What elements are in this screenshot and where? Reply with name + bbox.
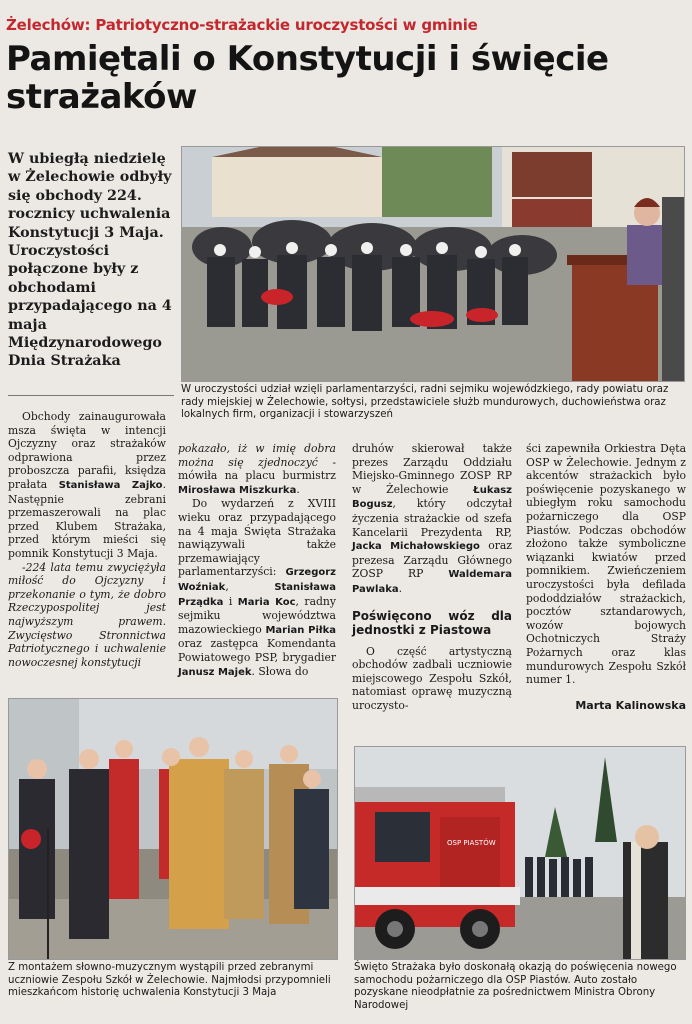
col2-text-1: -mówiła na placu burmistrz: [178, 455, 336, 483]
person-name: Jacka Michałowskiego: [352, 541, 480, 553]
article-column-4: [526, 442, 686, 712]
article-kicker: Żelechów: Patriotyczno-strażackie uroczystości w gminie: [6, 16, 478, 34]
col1-text-2: . Następnie zebrani przemaszerowali na plac przed Klubem Strażaka, przed którym mieści się pomnik Konstytucji 3 Maja.: [8, 477, 166, 560]
section-subhead: Poświęcono wóz dla jednostki z Piastowa: [352, 608, 512, 637]
separator: ,: [225, 579, 275, 593]
col2-text-2: Do wydarzeń z XVIII wieku oraz przypadającego na 4 maja Święta Strażaka nawiązywali także przemawiający parlamentarzyści:: [178, 497, 336, 579]
lead-divider: [8, 395, 174, 396]
students-photo-image: [9, 699, 337, 959]
person-name: Mirosława Miszkurka: [178, 484, 297, 496]
col4-text: ści zapewniła Orkiestra Dęta OSP w Żelechowie. Jednym z akcentów strażackich było poświęcenie pozyskanego w ubiegłym roku samochodu pożarniczego dla OSP Piastów. Podczas obchodów złożono także symboliczne wiązanki kwiatów przed pomnikiem. Zwieńczeniem uroczystości była defilada pododdziałów strażackich, pocztów sztandarowych, wozów bojowych Ochotniczych Straży Pożarnych oraz klas mundurowych Zespołu Szkół numer 1.: [526, 442, 686, 687]
person-name: Stanisława Zajko: [58, 479, 163, 491]
col3-text-4: O część artystyczną obchodów zadbali uczniowie miejscowego Zespołu Szkół, natomiast oprawę muzyczną uroczysto-: [352, 644, 512, 712]
person-name: Marian Piłka: [265, 624, 336, 636]
ceremony-photo-caption: W uroczystości udział wzięli parlamentarzyści, radni sejmiku wojewódzkiego, rady powiatu oraz rady miejskiej w Żelechowie, sołtysi, przedstawiciele służb mundurowych, duchowieństwa oraz lokalnych firm, organizacji i stowarzyszeń: [181, 384, 669, 421]
person-name: Waldemara Pawlaka: [352, 569, 512, 595]
col2-text-3: , radny sejmiku województwa mazowieckiego: [178, 594, 336, 636]
students-photo: [8, 698, 338, 960]
person-name: Maria Koc: [237, 596, 296, 608]
fire-truck-photo: [354, 746, 686, 960]
article-column-3: druhów skierował także prezes Zarządu Oddziału Miejsko-Gminnego ZOSP RP w Żelechowie Łukasz Bogusz, który odczytał życzenia strażackie od szefa Kancelarii Prezydenta RP, Jacka Michałowskiego oraz prezesa Zarządu Głównego ZOSP RP Waldemara Pawlaka. Poświęcono wóz dla jednostki z Piastowa O część artystyczną obchodów zadbali uczniowie miejscowego Zespołu Szkół, natomiast oprawę muzyczną uroczysto-: [352, 442, 512, 712]
person-name: Grzegorz Woźniak: [178, 567, 336, 593]
bleed-through-text: [150, 0, 158, 13]
fire-truck-photo-caption: Święto Strażaka było doskonałą okazją do poświęcenia nowego samochodu pożarniczego dla OSP Piastów. Auto zostało pozyskane nieodpłatnie za pośrednictwem Ministra Obrony Narodowej: [354, 962, 677, 1011]
person-name: Janusz Majek: [178, 666, 252, 678]
col3-text-3: oraz prezesa Zarządu Głównego ZOSP RP: [352, 539, 512, 581]
article-author: Marta Kalinowska: [575, 698, 686, 712]
col3-text-2: , który odczytał życzenia strażackie od szefa Kancelarii Prezydenta RP,: [352, 497, 512, 539]
separator: i: [223, 594, 238, 608]
col1-text-1: Obchody zainaugurowała msza święta w intencji Ojczyzny oraz strażaków odprawiona przez proboszcza parafii, księdza prałata: [8, 410, 166, 491]
article-headline: Pamiętali o Konstytucji i święcie strażaków: [6, 39, 609, 117]
person-name: Stanisława Prządka: [178, 581, 336, 608]
article-column-1: [8, 410, 166, 669]
ceremony-photo-image: [182, 147, 684, 381]
truck-label: OSP PIASTÓW: [447, 839, 496, 847]
quote-text: -224 lata temu zwyciężyła miłość do Ojczyzny i przekonanie o tym, że dobro Rzeczypospolitej jest najwyższym prawem. Zwycięstwo Stronnictwa Patriotycznego i uchwalenie nowoczesnej konstytucji: [8, 560, 166, 669]
col2-text-4: oraz zastępca Komendanta Powiatowego PSP, brygadier: [178, 637, 336, 664]
person-name: Łukasz Bogusz: [352, 484, 512, 511]
article-lead: W ubiegłą niedzielę w Żelechowie odbyły się obchody 224. rocznicy uchwalenia Konstytucji 3 Maja. Uroczystości połączone były z obchodami przypadającego na 4 maja Międzynarodowego Dnia Strażaka: [8, 151, 172, 370]
students-photo-caption: Z montażem słowno-muzycznym wystąpili przed zebranymi uczniowie Zespołu Szkół w Żelechowie. Najmłodsi przypomnieli mieszkańcom historię uchwalenia Konstytucji 3 Maja: [8, 962, 331, 999]
col3-text-1: druhów skierował także prezes Zarządu Oddziału Miejsko-Gminnego ZOSP RP w Żelechowie: [352, 442, 512, 496]
ceremony-photo: [181, 146, 685, 382]
article-column-2: pokazało, iż w imię dobra można się zjednoczyć -mówiła na placu burmistrz Mirosława Miszkurka. Do wydarzeń z XVIII wieku oraz przypadającego na 4 maja Święta Strażaka nawiązywali także przemawiający parlamentarzyści: Grzegorz Woźniak, Stanisława Prządka i Maria Koc, radny sejmiku województwa mazowieckiego Marian Piłka oraz zastępca Komendanta Powiatowego PSP, brygadier Janusz Majek. Słowa do: [178, 442, 336, 678]
fire-truck-photo-image: [355, 747, 685, 959]
quote-text-continued: pokazało, iż w imię dobra można się zjednoczyć: [178, 442, 336, 469]
col2-text-5: . Słowa do: [251, 664, 309, 678]
